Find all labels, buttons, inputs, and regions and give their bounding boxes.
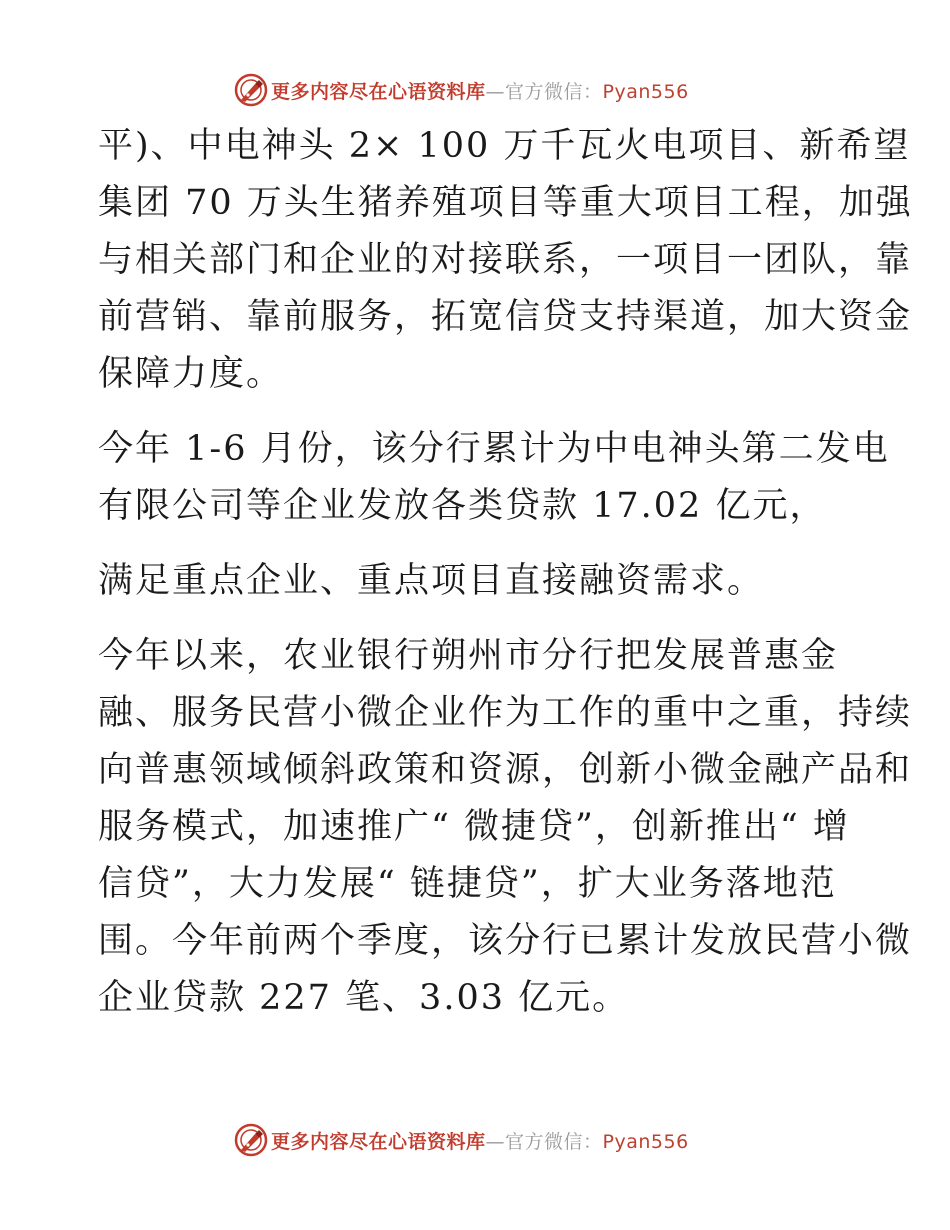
text-line: 围。今年前两个季度，该分行已累计发放民营小微 bbox=[98, 921, 913, 961]
text-line: 向普惠领域倾斜政策和资源，创新小微金融产品和 bbox=[98, 750, 913, 790]
text-line: 与相关部门和企业的对接联系，一项目一团队，靠 bbox=[98, 240, 913, 280]
footer-banner bbox=[0, 1120, 950, 1160]
text-line: 集团 70 万头生猪养殖项目等重大项目工程，加强 bbox=[98, 183, 913, 223]
paragraph-2 bbox=[98, 421, 890, 535]
footer-banner-inner bbox=[233, 1120, 689, 1160]
paragraph-4 bbox=[98, 628, 913, 1027]
text-line: 服务模式，加速推广“ 微捷贷”，创新推出“ 增 bbox=[98, 807, 850, 847]
text-line: 有限公司等企业发放各类贷款 17.02 亿元， bbox=[98, 486, 827, 526]
header-official-text: 官方微信 bbox=[505, 80, 584, 103]
footer-separator: — bbox=[485, 1130, 506, 1153]
footer-wechat-id: Pyan556 bbox=[602, 1130, 689, 1153]
text-line: 今年 1-6 月份，该分行累计为中电神头第二发电 bbox=[98, 429, 890, 469]
footer-colon: ： bbox=[583, 1130, 603, 1153]
text-line: 融、服务民营小微企业作为工作的重中之重，持续 bbox=[98, 693, 913, 733]
footer-brand-text: 更多内容尽在心语资料库 bbox=[271, 1130, 486, 1153]
text-line: 前营销、靠前服务，拓宽信贷支持渠道，加大资金 bbox=[98, 297, 913, 337]
paragraph-gap bbox=[98, 403, 850, 421]
text-line: 信贷”，大力发展“ 链捷贷”，扩大业务落地范 bbox=[98, 864, 837, 904]
text-line: 满足重点企业、重点项目直接融资需求。 bbox=[98, 561, 765, 601]
header-brand-text: 更多内容尽在心语资料库 bbox=[271, 80, 486, 103]
text-line: 企业贷款 227 笔、3.03 亿元。 bbox=[98, 978, 630, 1018]
text-line: 保障力度。 bbox=[98, 354, 284, 394]
footer-official-text: 官方微信 bbox=[505, 1130, 584, 1153]
pen-nib-logo-icon bbox=[233, 72, 269, 108]
header-banner-inner bbox=[233, 70, 689, 110]
text-line: 今年以来，农业银行朔州市分行把发展普惠金 bbox=[98, 636, 839, 676]
header-banner-text bbox=[271, 77, 689, 104]
pen-nib-logo-icon bbox=[233, 1122, 269, 1158]
header-separator: — bbox=[485, 80, 506, 103]
paragraph-3 bbox=[98, 553, 850, 610]
document-body bbox=[98, 118, 913, 1027]
footer-banner-text bbox=[271, 1127, 689, 1154]
paragraph-gap bbox=[98, 610, 850, 628]
header-colon: ： bbox=[583, 80, 603, 103]
paragraph-1 bbox=[98, 118, 913, 403]
text-line: 平)、中电神头 2× 100 万千瓦火电项目、新希望 bbox=[98, 126, 911, 166]
header-banner bbox=[0, 70, 950, 110]
header-wechat-id: Pyan556 bbox=[602, 80, 689, 103]
paragraph-gap bbox=[98, 535, 850, 553]
